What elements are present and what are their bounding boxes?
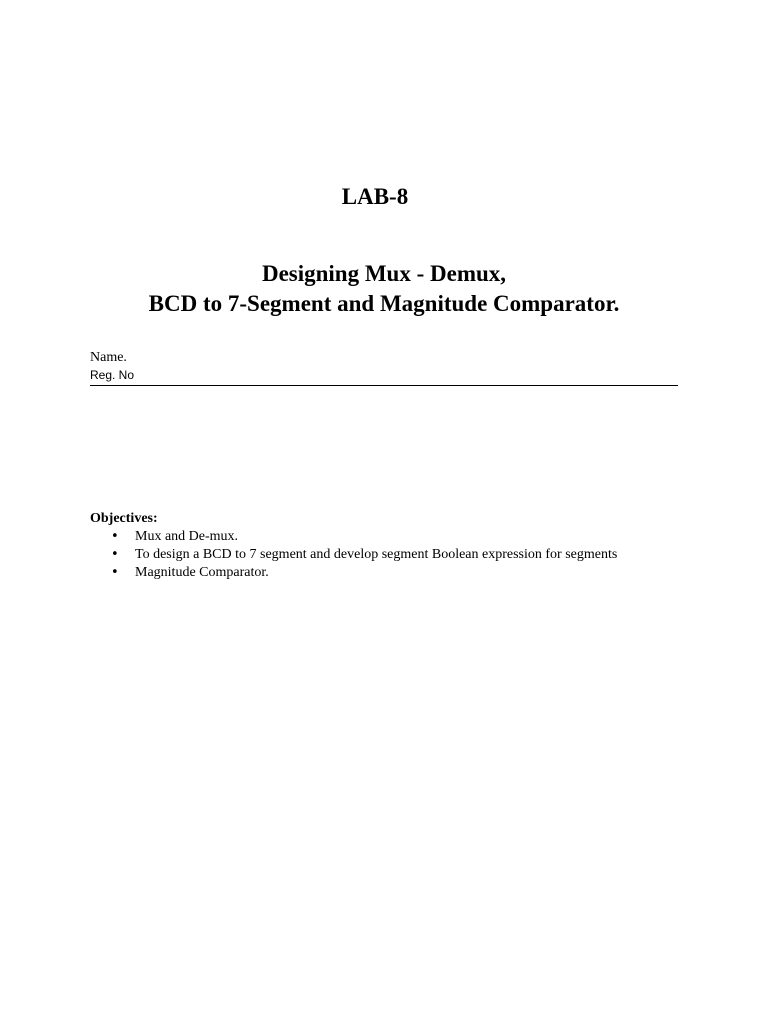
horizontal-rule [90,385,678,386]
main-title-line-1: Designing Mux - Demux, [261,261,507,286]
objectives-heading: Objectives: [90,511,158,526]
name-label: Name. [90,350,127,365]
lab-title: LAB-8 [341,184,409,209]
bullet-icon: • [111,547,119,562]
list-item [90,528,710,546]
list-item [90,564,710,582]
bullet-icon: • [111,565,119,580]
bullet-icon: • [111,529,119,544]
objectives-section [90,510,710,582]
reg-no-label: Reg. No [90,368,135,382]
objective-text: Mux and De-mux. [135,529,239,544]
main-title-line-2: BCD to 7-Segment and Magnitude Comparator. [148,291,620,316]
objectives-list [90,528,710,582]
objective-text: To design a BCD to 7 segment and develop segment Boolean expression for segments [135,547,618,562]
objective-text: Magnitude Comparator. [135,565,269,580]
main-title [0,259,768,319]
list-item [90,546,710,564]
